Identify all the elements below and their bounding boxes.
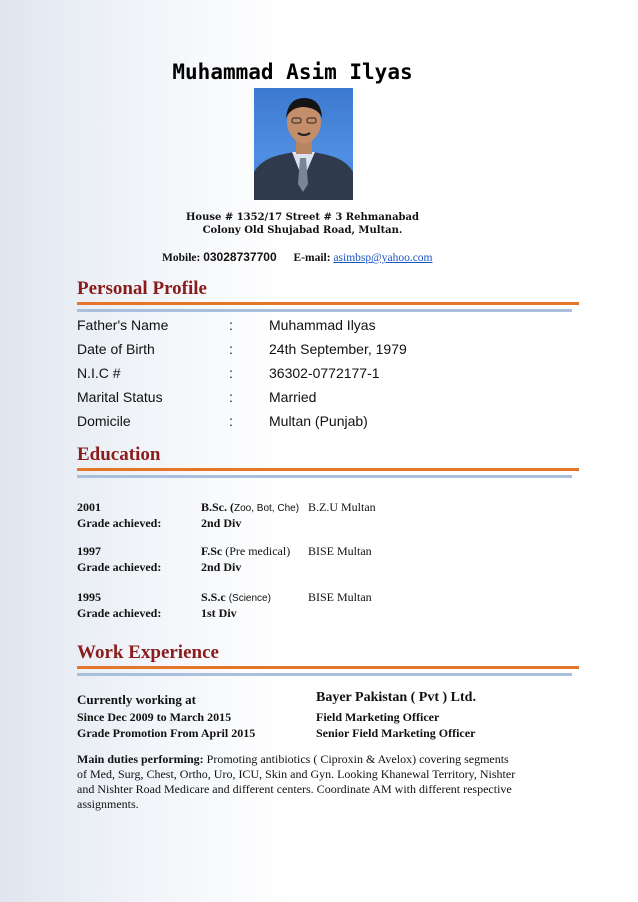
section-title-profile: Personal Profile <box>77 278 207 299</box>
section-divider-orange <box>77 666 579 669</box>
company-name: Bayer Pakistan ( Pvt ) Ltd. <box>316 690 476 705</box>
contact-line <box>162 250 433 264</box>
education-institute: B.Z.U Multan <box>308 500 376 514</box>
duties-paragraph <box>77 752 517 812</box>
education-institute: BISE Multan <box>308 590 372 604</box>
profile-separator: : <box>229 365 233 381</box>
profile-label: N.I.C # <box>77 365 121 381</box>
mobile-label: Mobile: <box>162 252 201 264</box>
education-degree: S.S.c (Science) <box>201 590 271 604</box>
education-year: 1997 <box>77 544 101 558</box>
grade-label: Grade achieved: <box>77 516 162 530</box>
section-divider-blue <box>77 475 572 478</box>
address-line-1: House # 1352/17 Street # 3 Rehmanabad <box>185 212 420 223</box>
section-divider-blue <box>77 673 572 676</box>
duties-label: Main duties performing: <box>77 752 204 766</box>
email-link[interactable]: asimbsp@yahoo.com <box>333 252 433 264</box>
education-grade: 2nd Div <box>201 560 242 574</box>
duties-text: Promoting antibiotics ( Ciproxin & Avelox) covering segments of Med, Surg, Chest, Ortho, Uro, ICU, Skin and Gyn. Looking Khanewal Territory, Nishter and Nishter Road Medicare and different centers. Coordinate AM with different respective assignments. <box>77 752 516 811</box>
candidate-name: Muhammad Asim Ilyas <box>172 60 413 84</box>
employment-period: Since Dec 2009 to March 2015 <box>77 710 232 724</box>
profile-separator: : <box>229 341 233 357</box>
profile-value: Multan (Punjab) <box>269 413 368 429</box>
profile-label: Marital Status <box>77 389 163 405</box>
section-divider-orange <box>77 302 579 305</box>
section-divider-orange <box>77 468 579 471</box>
education-degree: F.Sc (Pre medical) <box>201 544 291 558</box>
promoted-title: Senior Field Marketing Officer <box>316 726 476 740</box>
education-grade: 1st Div <box>201 606 237 620</box>
profile-label: Father's Name <box>77 317 169 333</box>
mobile-number: 03028737700 <box>203 250 277 264</box>
address-line-2: Colony Old Shujabad Road, Multan. <box>202 225 403 236</box>
profile-label: Date of Birth <box>77 341 155 357</box>
profile-value: Married <box>269 389 317 405</box>
section-title-work: Work Experience <box>77 642 219 663</box>
promotion-date: Grade Promotion From April 2015 <box>77 726 256 740</box>
profile-separator: : <box>229 317 233 333</box>
education-degree: B.Sc. (Zoo, Bot, Che) <box>201 500 300 514</box>
education-year: 1995 <box>77 590 101 604</box>
profile-label: Domicile <box>77 413 131 429</box>
email-label: E-mail: <box>293 252 331 264</box>
grade-label: Grade achieved: <box>77 606 162 620</box>
education-institute: BISE Multan <box>308 544 372 558</box>
section-divider-blue <box>77 309 572 312</box>
education-year: 2001 <box>77 500 101 514</box>
grade-label: Grade achieved: <box>77 560 162 574</box>
profile-value: Muhammad Ilyas <box>269 317 376 333</box>
job-title: Field Marketing Officer <box>316 710 440 724</box>
profile-separator: : <box>229 389 233 405</box>
profile-separator: : <box>229 413 233 429</box>
section-title-education: Education <box>77 444 161 465</box>
profile-value: 24th September, 1979 <box>269 341 407 357</box>
education-grade: 2nd Div <box>201 516 242 530</box>
current-employer-label: Currently working at <box>77 692 196 707</box>
profile-photo <box>254 88 353 200</box>
profile-value: 36302-0772177-1 <box>269 365 380 381</box>
